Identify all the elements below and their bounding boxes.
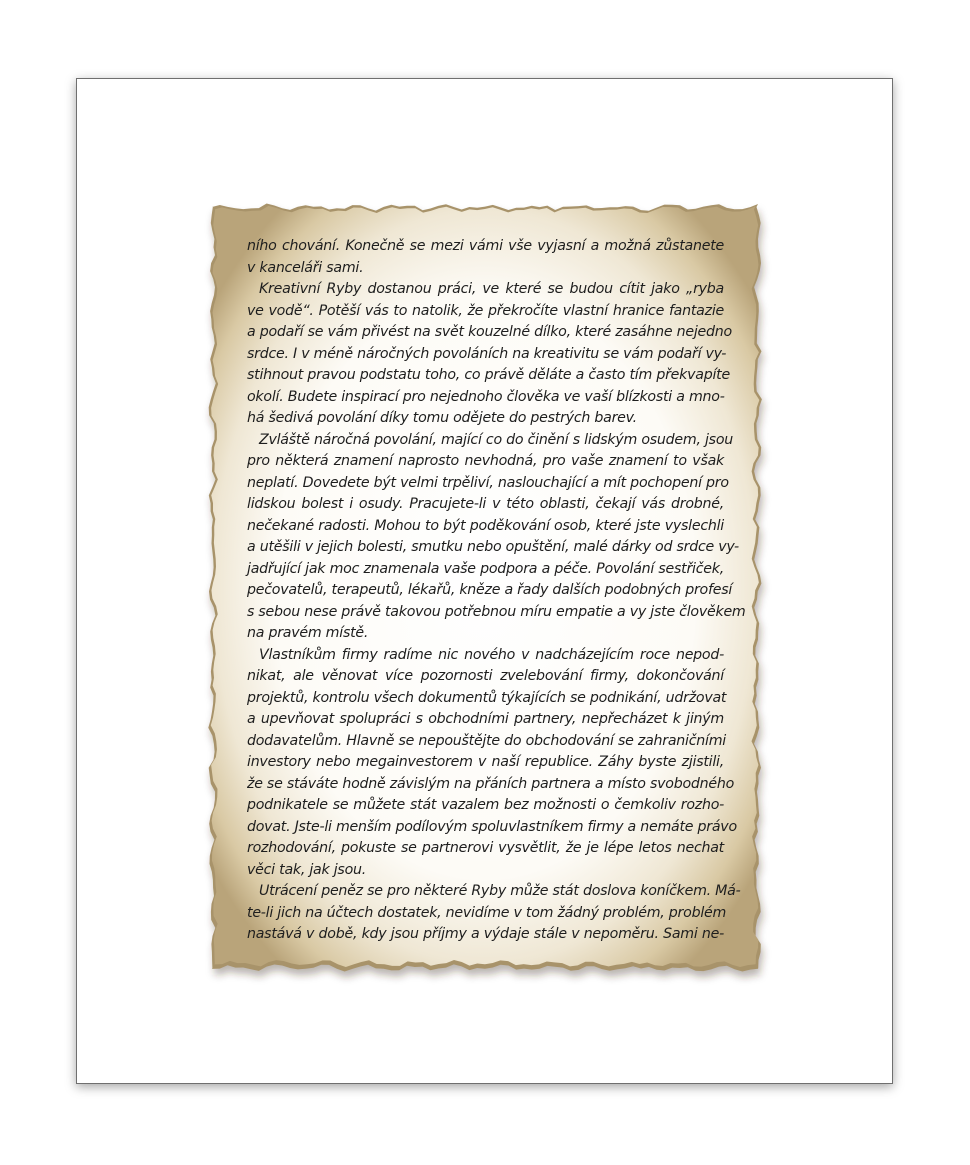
text-line: že se stáváte hodně závislým na přáních partnera a místo svobodného	[247, 775, 735, 792]
text-line: Vlastníkům firmy radíme nic nového v nadcházejícím roce nepod-	[259, 646, 724, 663]
text-line: a utěšili v jejich bolesti, smutku nebo opuštění, malé dárky od srdce vy-	[247, 539, 739, 555]
text-line: stihnout pravou podstatu toho, co právě děláte a často tím překvapíte	[247, 367, 730, 383]
text-line: dovat. Jste-li menším podílovým spoluvlastníkem firmy a nemáte právo	[247, 818, 737, 835]
text-line: věci tak, jak jsou.	[247, 861, 366, 878]
text-line: ního chování. Konečně se mezi vámi vše vyjasní a možná zůstanete	[247, 238, 724, 254]
text-line: dodavatelům. Hlavně se nepouštějte do obchodování se zahraničními	[247, 732, 726, 749]
body-text	[247, 236, 746, 946]
text-line: a podaří se vám přivést na svět kouzelné dílko, které zasáhne nejedno	[247, 324, 732, 340]
text-line: podnikatele se můžete stát vazalem bez možnosti o čemkoliv rozho-	[247, 797, 724, 813]
text-line: investory nebo megainvestorem v naší republice. Záhy byste zjistili,	[247, 754, 724, 770]
text-line: nečekané radosti. Mohou to být poděkování osob, které jste vyslechli	[247, 517, 724, 534]
text-line: Kreativní Ryby dostanou práci, ve které se budou cítit jako „ryba	[259, 281, 724, 297]
text-line: s sebou nese právě takovou potřebnou míru empatie a vy jste člověkem	[247, 603, 746, 620]
text-line: a upevňovat spolupráci s obchodními partnery, nepřecházet k jiným	[247, 711, 724, 727]
text-line: rozhodování, pokuste se partnerovi vysvětlit, že je lépe letos nechat	[247, 840, 724, 856]
text-line: jadřující jak moc znamenala vaše podpora a péče. Povolání sestřiček,	[247, 560, 724, 577]
text-line: projektů, kontrolu všech dokumentů týkajících se podnikání, udržovat	[247, 689, 727, 706]
text-line: há šedivá povolání díky tomu oděјete do pestrých barev.	[247, 410, 637, 426]
text-line: lidskou bolest i osudy. Pracujete-li v této oblasti, čekají vás drobné,	[247, 496, 724, 512]
text-line: pečovatelů, terapeutů, lékařů, kněze a řady dalších podobných profesí	[247, 582, 733, 598]
text-line: te-li jich na účtech dostatek, nevidíme v tom žádný problém, problém	[247, 904, 727, 921]
text-line: nikat, ale věnovat více pozornosti zvelebování firmy, dokončování	[247, 668, 724, 684]
text-line: ve vodě“. Potěší vás to natolik, že překročíte vlastní hranice fantazie	[247, 302, 724, 319]
text-line: srdce. I v méně náročných povoláních na kreativitu se vám podaří vy-	[247, 345, 727, 362]
text-line: Utrácení peněz se pro některé Ryby může stát doslova koníčkem. Má-	[259, 883, 741, 899]
text-line: na pravém místě.	[247, 625, 369, 641]
text-line: nastává v době, kdy jsou příjmy a výdaje stále v nepoměru. Sami ne-	[247, 926, 724, 942]
text-line: okolí. Budete inspirací pro nejednoho člověka ve vaší blízkosti a mno-	[247, 388, 725, 405]
text-line: pro některá znamení naprosto nevhodná, pro vaše znamení to však	[247, 453, 724, 469]
text-line: Zvláště náročná povolání, mající co do činění s lidským osudem, jsou	[259, 431, 733, 448]
text-line: v kanceláři sami.	[247, 259, 364, 276]
text-line: neplatí. Dovedete být velmi trpěliví, naslouchající a mít pochopení pro	[247, 474, 729, 491]
